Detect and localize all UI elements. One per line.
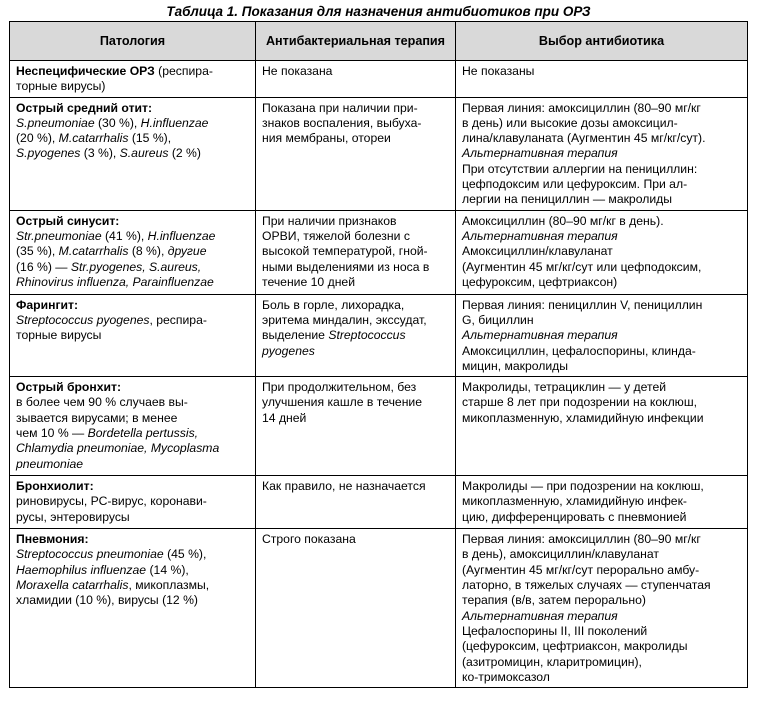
- cell-text-line: [462, 116, 742, 131]
- cell-text: (Аугментин 45 мг/кг/сут перорально амбу-: [462, 562, 700, 577]
- table-caption: Таблица 1. Показания для назначения антибиотиков при ОРЗ: [166, 4, 591, 19]
- cell-text-line: [16, 214, 250, 229]
- cell-text-line: [462, 547, 742, 562]
- cell-italic-text: Альтернативная терапия: [462, 228, 618, 243]
- therapy-cell: [256, 476, 456, 529]
- cell-text: При отсутствии аллергии на пенициллин:: [462, 161, 698, 176]
- cell-text: , микоплазмы,: [128, 578, 210, 593]
- cell-text-line: [462, 328, 742, 343]
- cell-text-line: [462, 162, 742, 177]
- cell-text-line: [262, 380, 450, 395]
- cell-text: При наличии признаков: [262, 213, 397, 228]
- table-header-row: [10, 22, 748, 61]
- table-row: [10, 294, 748, 376]
- cell-text-line: [16, 510, 250, 525]
- cell-text: ния мембраны, отореи: [262, 131, 391, 146]
- table-body: [10, 61, 748, 688]
- cell-text-line: [462, 380, 742, 395]
- cell-text-line: [262, 229, 450, 244]
- cell-text-line: [462, 298, 742, 313]
- cell-text-line: [16, 146, 250, 161]
- cell-text-line: [16, 313, 250, 328]
- cell-text-line: [462, 177, 742, 192]
- cell-heading-text: Пневмония:: [16, 532, 89, 547]
- cell-italic-text: Haemophilus influenzae: [16, 562, 147, 577]
- cell-text-line: [16, 131, 250, 146]
- header-antibiotic-choice: Выбор антибиотика: [456, 22, 748, 61]
- cell-text: (20 %),: [16, 131, 59, 146]
- cell-italic-text: Str.pyogenes, S.aureus,: [70, 259, 202, 274]
- cell-text: (45 %),: [163, 547, 207, 562]
- cell-text-line: [16, 260, 250, 275]
- header-pathology: Патология: [10, 22, 256, 61]
- cell-text-line: [262, 244, 450, 259]
- cell-text-line: [462, 578, 742, 593]
- cell-text: G, бициллин: [462, 312, 534, 327]
- cell-text-line: [462, 192, 742, 207]
- cell-text-line: [16, 593, 250, 608]
- cell-text: Первая линия: амоксициллин (80–90 мг/кг: [462, 532, 701, 547]
- cell-italic-text: Chlamydia pneumoniae, Mycoplasma: [16, 441, 220, 456]
- therapy-cell: [256, 61, 456, 98]
- pathology-cell: [10, 476, 256, 529]
- cell-text-line: [462, 639, 742, 654]
- cell-text-line: [16, 441, 250, 456]
- cell-text-line: [262, 328, 450, 343]
- cell-text-line: [462, 275, 742, 290]
- cell-text: микоплазменную, хламидийную инфек-: [462, 494, 687, 509]
- antibiotic-choice-cell: [456, 476, 748, 529]
- cell-text-line: [462, 670, 742, 685]
- cell-text: (2 %): [168, 146, 201, 161]
- table-row: [10, 529, 748, 688]
- cell-text-line: [16, 395, 250, 410]
- cell-italic-text: Альтернативная терапия: [462, 608, 618, 623]
- cell-text-line: [262, 395, 450, 410]
- antibiotic-choice-cell: [456, 377, 748, 476]
- cell-text: (35 %),: [16, 244, 59, 259]
- cell-text-line: [16, 380, 250, 395]
- antibiotic-choice-cell: [456, 210, 748, 294]
- cell-text: чем 10 % —: [16, 426, 88, 441]
- cell-italic-text: другие: [167, 244, 207, 259]
- cell-italic-text: Bordetella pertussis,: [87, 426, 199, 441]
- cell-heading-text: Неспецифические ОРЗ: [16, 64, 155, 78]
- cell-italic-text: Streptococcus pneumoniae: [16, 547, 164, 562]
- antibiotic-choice-cell: [456, 529, 748, 688]
- cell-heading-text: Фарингит:: [16, 297, 79, 312]
- cell-text: в более чем 90 % случаев вы-: [16, 395, 188, 410]
- cell-text-line: [462, 624, 742, 639]
- cell-text: в день), амоксициллин/клавуланат: [462, 547, 660, 562]
- cell-text-line: [16, 494, 250, 509]
- cell-text: Боль в горле, лихорадка,: [262, 297, 405, 312]
- cell-text-line: [16, 64, 250, 79]
- cell-heading-text: Бронхиолит:: [16, 479, 94, 494]
- table-row: [10, 97, 748, 210]
- table-row: [10, 476, 748, 529]
- cell-text-line: [262, 116, 450, 131]
- therapy-cell: [256, 210, 456, 294]
- cell-italic-text: Moraxella catarrhalis: [16, 578, 129, 593]
- cell-italic-text: Альтернативная терапия: [462, 146, 618, 161]
- cell-text: торные вирусы): [16, 79, 106, 94]
- cell-text-line: [462, 214, 742, 229]
- cell-italic-text: S.aureus: [119, 146, 169, 161]
- cell-text-line: [462, 359, 742, 374]
- cell-text: ко-тримоксазол: [462, 669, 550, 684]
- antibiotic-choice-cell: [456, 97, 748, 210]
- table-row: [10, 377, 748, 476]
- cell-text: (азитромицин, кларитромицин),: [462, 654, 642, 669]
- cell-text-line: [16, 547, 250, 562]
- therapy-cell: [256, 529, 456, 688]
- cell-text-line: [462, 479, 742, 494]
- cell-text: Амоксициллин/клавуланат: [462, 244, 613, 259]
- cell-text-line: [462, 395, 742, 410]
- antibiotic-choice-cell: [456, 294, 748, 376]
- pathology-cell: [10, 294, 256, 376]
- cell-text: хламидии (10 %), вирусы (12 %): [16, 593, 198, 608]
- cell-text: Показана при наличии при-: [262, 100, 418, 115]
- cell-text-line: [262, 298, 450, 313]
- cell-text-line: [262, 101, 450, 116]
- cell-italic-text: M.catarrhalis: [58, 244, 129, 259]
- cell-italic-text: Streptococcus: [328, 328, 406, 343]
- cell-text-line: [462, 510, 742, 525]
- cell-text-line: [16, 411, 250, 426]
- cell-text-line: [16, 116, 250, 131]
- cell-text: 14 дней: [262, 410, 307, 425]
- cell-heading-text: Острый бронхит:: [16, 380, 122, 395]
- cell-text: Макролиды — при подозрении на коклюш,: [462, 479, 704, 494]
- cell-text-line: [462, 146, 742, 161]
- cell-text-line: [16, 275, 250, 290]
- cell-text: старше 8 лет при подозрении на коклюш,: [462, 395, 697, 410]
- cell-text: Первая линия: амоксициллин (80–90 мг/кг: [462, 100, 701, 115]
- cell-text-line: [262, 344, 450, 359]
- cell-text: риновирусы, РС-вирус, коронави-: [16, 494, 207, 509]
- cell-heading-text: Острый средний отит:: [16, 100, 153, 115]
- cell-text: (14 %),: [146, 562, 189, 577]
- cell-text-line: [462, 260, 742, 275]
- cell-text: Амоксициллин, цефалоспорины, клинда-: [462, 343, 696, 358]
- cell-text: Макролиды, тетрациклин — у детей: [462, 380, 667, 395]
- cell-text: Первая линия: пенициллин V, пенициллин: [462, 297, 703, 312]
- cell-italic-text: M.catarrhalis: [58, 131, 129, 146]
- cell-text: русы, энтеровирусы: [16, 509, 130, 524]
- cell-text-line: [262, 479, 450, 494]
- cell-text: лергии на пенициллин — макролиды: [462, 192, 673, 207]
- cell-text: терапия (в/в, затем перорально): [462, 593, 646, 608]
- cell-text-line: [16, 328, 250, 343]
- cell-text-line: [462, 563, 742, 578]
- cell-text: Как правило, не назначается: [262, 479, 426, 494]
- cell-italic-text: Rhinovirus influenza, Parainfluenzae: [16, 274, 214, 289]
- cell-text: (респира-: [154, 64, 213, 78]
- cell-text: При продолжительном, без: [262, 380, 417, 395]
- therapy-cell: [256, 294, 456, 376]
- cell-text-line: [462, 313, 742, 328]
- cell-text: (30 %),: [94, 115, 141, 130]
- cell-heading-text: Острый синусит:: [16, 213, 120, 228]
- cell-text: ными выделениями из носа в: [262, 259, 430, 274]
- cell-text-line: [16, 426, 250, 441]
- cell-italic-text: Streptococcus pyogenes: [16, 312, 150, 327]
- cell-text-line: [16, 298, 250, 313]
- cell-italic-text: H.influenzae: [147, 228, 216, 243]
- therapy-cell: [256, 377, 456, 476]
- header-therapy: Антибактериальная терапия: [256, 22, 456, 61]
- pathology-cell: [10, 529, 256, 688]
- cell-text-line: [262, 214, 450, 229]
- cell-text-line: [262, 313, 450, 328]
- cell-italic-text: H.influenzae: [140, 115, 209, 130]
- cell-text: торные вирусы: [16, 328, 102, 343]
- cell-text-line: [462, 593, 742, 608]
- cell-text-line: [262, 131, 450, 146]
- cell-text-line: [462, 655, 742, 670]
- cell-text-line: [16, 457, 250, 472]
- cell-text: (3 %),: [80, 146, 120, 161]
- cell-text: , респира-: [149, 312, 207, 327]
- antibiotics-table: [9, 21, 748, 688]
- cell-text: Амоксициллин (80–90 мг/кг в день).: [462, 213, 664, 228]
- cell-text-line: [462, 494, 742, 509]
- cell-italic-text: S.pyogenes: [16, 146, 81, 161]
- cell-text-line: [16, 244, 250, 259]
- cell-text-line: [462, 229, 742, 244]
- cell-text: мицин, макролиды: [462, 358, 569, 373]
- cell-text-line: [462, 609, 742, 624]
- cell-text-line: [462, 532, 742, 547]
- cell-text-line: [16, 101, 250, 116]
- cell-italic-text: Str.pneumoniae: [16, 228, 102, 243]
- cell-text: латорно, в тяжелых случаях — ступенчатая: [462, 578, 711, 593]
- cell-text-line: [16, 479, 250, 494]
- cell-text: микоплазменную, хламидийную инфекции: [462, 410, 704, 425]
- cell-text: течение 10 дней: [262, 274, 356, 289]
- cell-text: цию, дифференцировать с пневмонией: [462, 509, 687, 524]
- cell-text: зывается вирусами; в менее: [16, 410, 178, 425]
- cell-text-line: [262, 275, 450, 290]
- cell-text-line: [462, 344, 742, 359]
- cell-text: цефподоксим или цефуроксим. При ал-: [462, 177, 688, 192]
- cell-italic-text: Альтернативная терапия: [462, 328, 618, 343]
- antibiotic-choice-cell: [456, 61, 748, 98]
- cell-text-line: [262, 260, 450, 275]
- cell-text: высокой температурой, гной-: [262, 244, 428, 259]
- pathology-cell: [10, 97, 256, 210]
- cell-text: (16 %) —: [16, 259, 71, 274]
- cell-text-line: [462, 64, 742, 79]
- cell-text: (41 %),: [101, 228, 148, 243]
- cell-text: (15 %),: [128, 131, 172, 146]
- therapy-cell: [256, 97, 456, 210]
- cell-text: Строго показана: [262, 532, 356, 547]
- pathology-cell: [10, 61, 256, 98]
- cell-text-line: [16, 79, 250, 94]
- cell-text: (цефуроксим, цефтриаксон, макролиды: [462, 639, 688, 654]
- cell-text-line: [16, 229, 250, 244]
- table-row: [10, 210, 748, 294]
- pathology-cell: [10, 210, 256, 294]
- cell-text: ОРВИ, тяжелой болезни с: [262, 228, 410, 243]
- cell-text: Не показаны: [462, 64, 535, 78]
- cell-text-line: [462, 101, 742, 116]
- cell-text: знаков воспаления, выбуха-: [262, 115, 422, 130]
- cell-text-line: [462, 244, 742, 259]
- cell-text: (8 %),: [128, 244, 168, 259]
- cell-text-line: [262, 64, 450, 79]
- cell-italic-text: pneumoniae: [16, 456, 84, 471]
- cell-text-line: [462, 131, 742, 146]
- cell-text-line: [262, 532, 450, 547]
- cell-text: в день) или высокие дозы амоксицил-: [462, 115, 678, 130]
- cell-text: Не показана: [262, 64, 333, 78]
- cell-text-line: [262, 411, 450, 426]
- cell-text-line: [16, 563, 250, 578]
- cell-text-line: [16, 532, 250, 547]
- cell-text: улучшения кашле в течение: [262, 395, 423, 410]
- pathology-cell: [10, 377, 256, 476]
- cell-italic-text: pyogenes: [262, 343, 315, 358]
- cell-text-line: [16, 578, 250, 593]
- cell-text: цефуроксим, цефтриаксон): [462, 274, 618, 289]
- cell-text: лина/клавуланата (Аугментин 45 мг/кг/сут).: [462, 131, 706, 146]
- cell-text-line: [462, 411, 742, 426]
- cell-text: выделение: [262, 328, 329, 343]
- cell-text: Цефалоспорины II, III поколений: [462, 623, 648, 638]
- cell-italic-text: S.pneumoniae: [16, 115, 95, 130]
- cell-text: эритема миндалин, экссудат,: [262, 312, 427, 327]
- cell-text: (Аугментин 45 мг/кг/сут или цефподоксим,: [462, 259, 702, 274]
- table-row: [10, 61, 748, 98]
